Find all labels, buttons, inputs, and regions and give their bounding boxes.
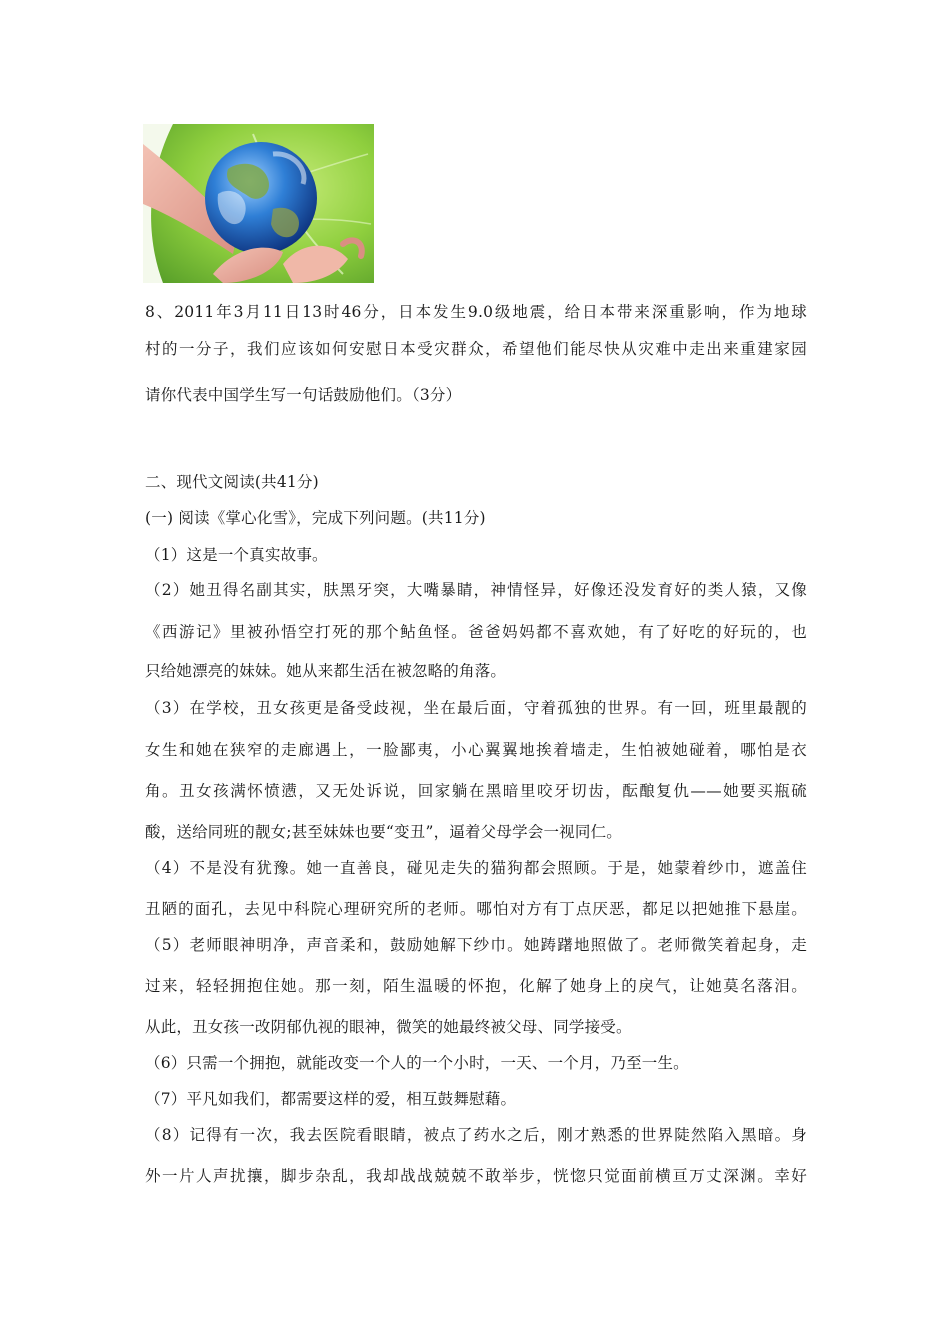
paragraph-line: （5）老师眼神明净，声音柔和，鼓励她解下纱巾。她踌躇地照做了。老师微笑着起身，走 <box>145 936 807 954</box>
paragraph-line: 《西游记》里被孙悟空打死的那个鲇鱼怪。爸爸妈妈都不喜欢她，有了好吃的好玩的，也 <box>145 623 807 641</box>
paragraph-line: （3）在学校，丑女孩更是备受歧视，坐在最后面，守着孤独的世界。有一回，班里最靓的 <box>145 699 807 717</box>
paragraph-line: 酸，送给同班的靓女;甚至妹妹也要“变丑”，逼着父母学会一视同仁。 <box>145 823 622 841</box>
paragraph-line: （8）记得有一次，我去医院看眼睛，被点了药水之后，刚才熟悉的世界陡然陷入黑暗。身 <box>145 1126 807 1144</box>
reading-subheading: (一) 阅读《掌心化雪》，完成下列问题。(共11分) <box>145 509 486 527</box>
paragraph-line: 只给她漂亮的妹妹。她从来都生活在被忽略的角落。 <box>145 662 507 680</box>
paragraph-line: 过来，轻轻拥抱住她。那一刻，陌生温暖的怀抱，化解了她身上的戾气，让她莫名落泪。 <box>145 977 807 995</box>
globe-in-hands-image <box>143 124 374 283</box>
question-8-line-3: 请你代表中国学生写一句话鼓励他们。（3分） <box>145 386 462 404</box>
paragraph-line: 女生和她在狭窄的走廊遇上，一脸鄙夷，小心翼翼地挨着墙走，生怕被她碰着，哪怕是衣 <box>145 741 807 759</box>
globe-in-hands-on-leaf-icon <box>143 124 374 283</box>
paragraph-line: （6）只需一个拥抱，就能改变一个人的一个小时，一天、一个月，乃至一生。 <box>145 1054 689 1072</box>
paragraph-line: （4）不是没有犹豫。她一直善良，碰见走失的猫狗都会照顾。于是，她蒙着纱巾，遮盖住 <box>145 859 807 877</box>
paragraph-line: 外一片人声扰攘，脚步杂乱，我却战战兢兢不敢举步，恍惚只觉面前横亘万丈深渊。幸好 <box>145 1167 807 1185</box>
paragraph-line: 从此，丑女孩一改阴郁仇视的眼神，微笑的她最终被父母、同学接受。 <box>145 1018 632 1036</box>
question-8-line-1: 8、2011年3月11日13时46分，日本发生9.0级地震，给日本带来深重影响，作为地球 <box>145 303 807 321</box>
paragraph-line: 丑陋的面孔，去见中科院心理研究所的老师。哪怕对方有丁点厌恶，都足以把她推下悬崖。 <box>145 900 807 918</box>
section-heading: 二、现代文阅读(共41分) <box>145 473 319 491</box>
paragraph-line: （1）这是一个真实故事。 <box>145 546 328 564</box>
paragraph-line: 角。丑女孩满怀愤懑，又无处诉说，回家躺在黑暗里咬牙切齿，酝酿复仇——她要买瓶硫 <box>145 782 807 800</box>
paragraph-line: （7）平凡如我们，都需要这样的爱，相互鼓舞慰藉。 <box>145 1090 517 1108</box>
question-8-line-2: 村的一分子，我们应该如何安慰日本受灾群众，希望他们能尽快从灾难中走出来重建家园 <box>145 340 807 358</box>
paragraph-line: （2）她丑得名副其实，肤黑牙突，大嘴暴睛，神情怪异，好像还没发育好的类人猿，又像 <box>145 581 807 599</box>
